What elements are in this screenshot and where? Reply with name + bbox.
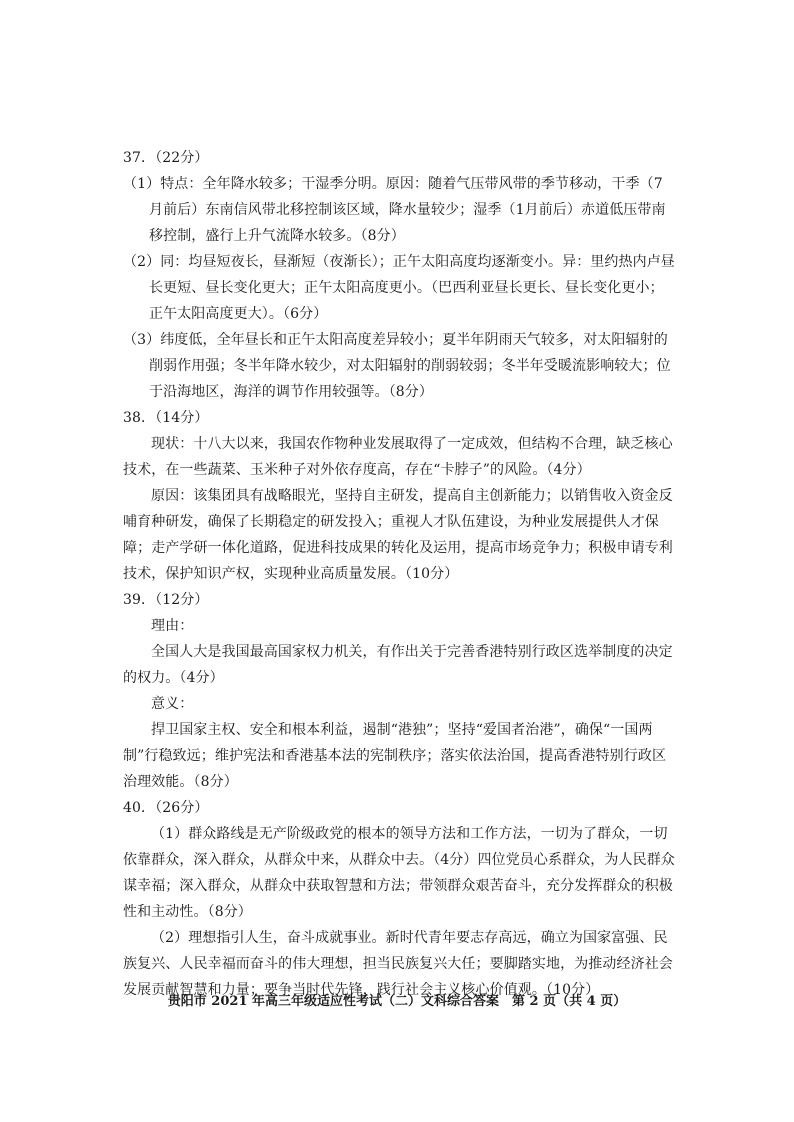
q40-answer-2: （2）理想指引人生，奋斗成就事业。新时代青年要志存高远，确立为国家富强、民族复兴、人民幸福而奋斗的伟大理想，担当民族复兴大任；要脚踏实地，为推动经济社会发展贡献智慧和力量；要争当时代先锋，践行社会主义核心价值观。（10分） <box>123 930 673 998</box>
q37-answer-3: （3）纬度低，全年昼长和正午太阳高度差异较小；夏半年阴雨天气较多，对太阳辐射的削弱作用强；冬半年降水较少，对太阳辐射的削弱较弱；冬半年受暖流影响较大；位于沿海地区，海洋的调节作用较强等。（8分） <box>123 332 671 400</box>
q39-meaning: 捍卫国家主权、安全和根本利益，遏制“港独”；坚持“爱国者治港”，确保“一国两制”行稳致远；维护宪法和香港基本法的宪制秩序；落实依法治国，提高香港特别行政区治理效能。（8分） <box>123 722 667 790</box>
q38-heading: 38．（14分） <box>123 410 209 426</box>
q39-heading: 39．（12分） <box>123 592 209 608</box>
q38-reason: 原因：该集团具有战略眼光，坚持自主研发，提高自主创新能力；以销售收入资金反哺育种研发，确保了长期稳定的研发投入；重视人才队伍建设，为种业发展提供人才保障；走产学研一体化道路，促进科技成果的转化及运用，提高市场竞争力；积极申请专利技术，保护知识产权，实现种业高质量发展。（10分） <box>123 488 673 582</box>
page-footer: 贵阳市 2021 年高三年级适应性考试（二）文科综合答案 第 2 页（共 4 页） <box>167 994 627 1009</box>
q37-heading: 37．（22分） <box>123 150 209 166</box>
q37-answer-2: （2）同：均昼短夜长，昼渐短（夜渐长）；正午太阳高度均逐渐变小。异：里约热内卢昼长更短、昼长变化更大；正午太阳高度更小。（巴西利亚昼长更长、昼长变化更小；正午太阳高度更大）。（6分） <box>123 254 675 322</box>
q40-heading: 40．（26分） <box>123 800 209 816</box>
q39-reason-label: 理由： <box>151 618 194 634</box>
q38-status: 现状：十八大以来，我国农作物种业发展取得了一定成效，但结构不合理，缺乏核心技术，在一些蔬菜、玉米种子对外依存度高，存在“卡脖子”的风险。（4分） <box>123 436 673 478</box>
q37-answer-1: （1）特点：全年降水较多；干湿季分明。原因：随着气压带风带的季节移动，干季（7月前后）东南信风带北移控制该区域，降水量较少；湿季（1月前后）赤道低压带南移控制，盛行上升气流降水较多。（8分） <box>123 176 666 244</box>
answer-content <box>123 145 675 1003</box>
q39-meaning-label: 意义： <box>151 696 194 712</box>
q39-reason: 全国人大是我国最高国家权力机关，有作出关于完善香港特别行政区选举制度的决定的权力。（4分） <box>123 644 673 686</box>
q40-answer-1: （1）群众路线是无产阶级政党的根本的领导方法和工作方法，一切为了群众，一切依靠群众，深入群众，从群众中来，从群众中去。（4分）四位党员心系群众，为人民群众谋幸福；深入群众，从群众中获取智慧和方法；带领群众艰苦奋斗，充分发挥群众的积极性和主动性。（8分） <box>123 826 675 920</box>
